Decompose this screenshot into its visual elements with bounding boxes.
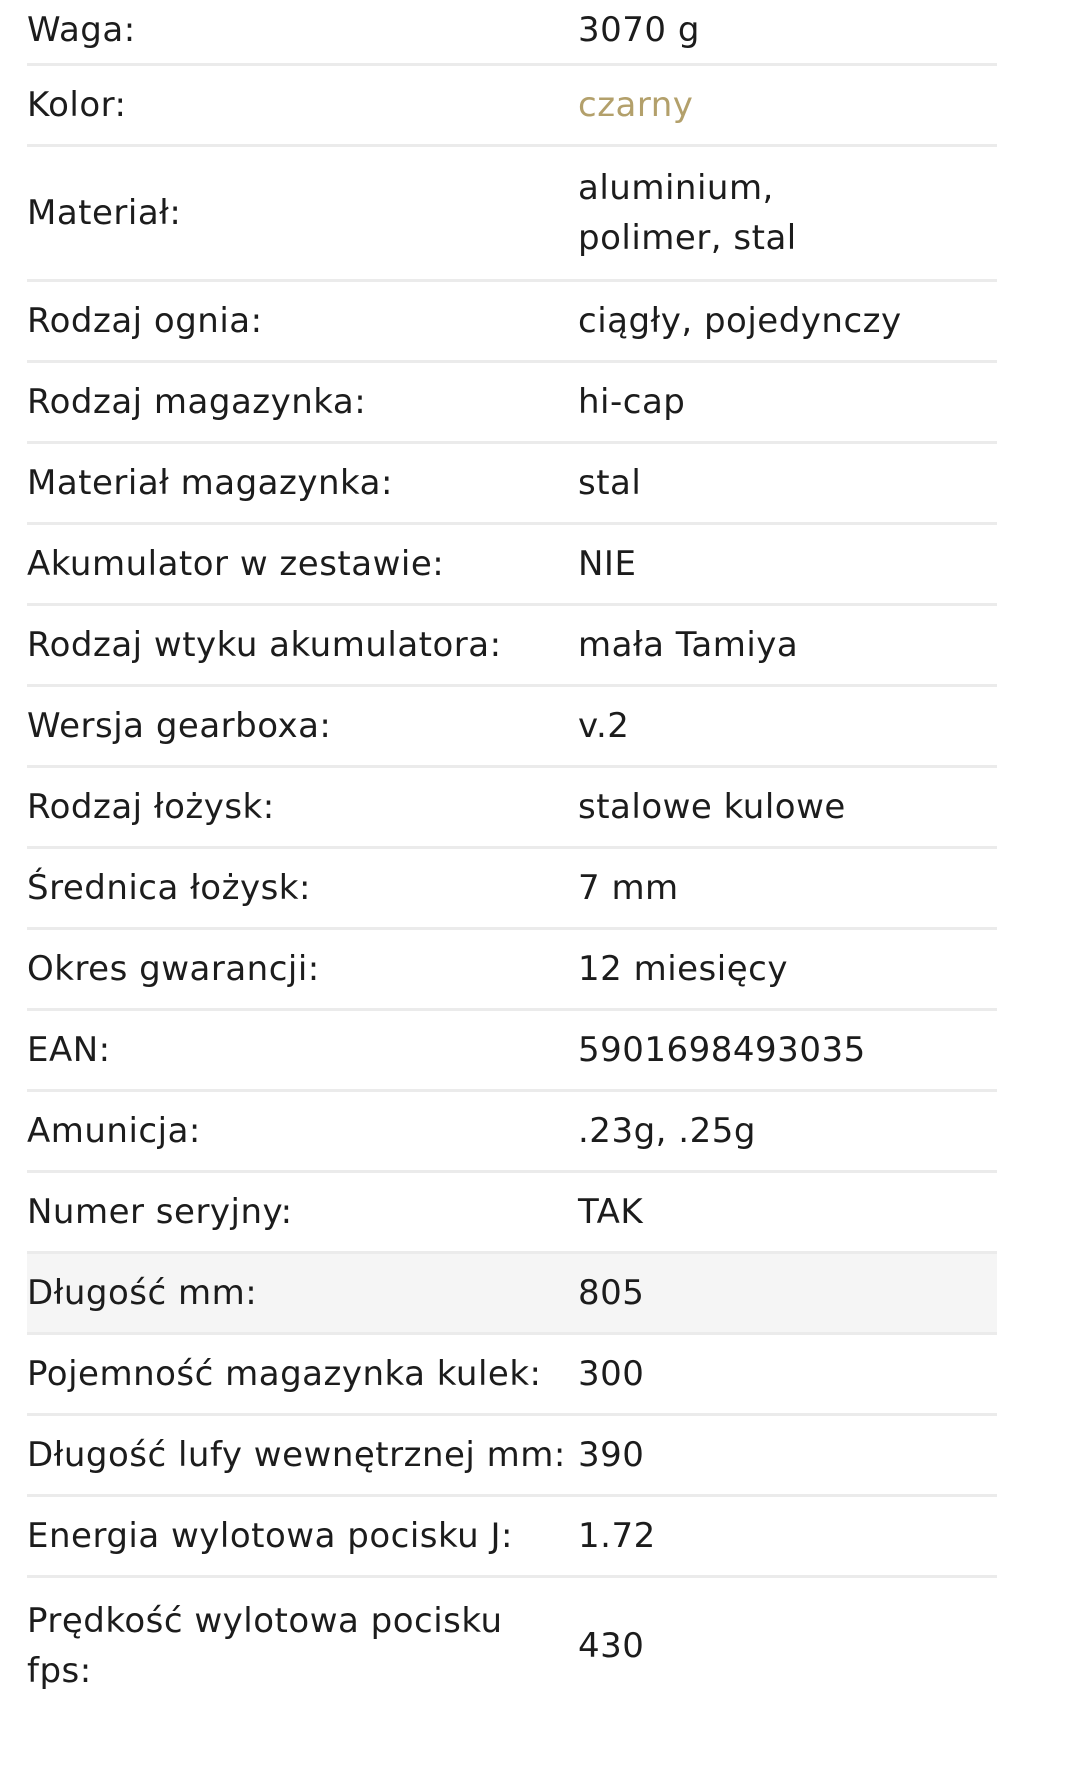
spec-label: Amunicja: [27, 1111, 201, 1151]
spec-row-wtyk [27, 606, 997, 687]
spec-label: Rodzaj magazynka: [27, 382, 367, 422]
spec-value: aluminium, polimer, stal [578, 168, 797, 258]
spec-value: stalowe kulowe [578, 787, 846, 827]
spec-value: 390 [578, 1435, 645, 1475]
spec-value: 430 [578, 1625, 645, 1666]
spec-label: Kolor: [27, 85, 127, 125]
spec-row-material [27, 147, 997, 282]
spec-value: 1.72 [578, 1516, 656, 1556]
spec-label: Numer seryjny: [27, 1192, 293, 1232]
spec-label: Energia wylotowa pocisku J: [27, 1516, 513, 1556]
spec-value: hi-cap [578, 382, 686, 422]
spec-row-srednica [27, 849, 997, 930]
spec-label: Materiał: [27, 193, 182, 233]
spec-row-predkosc [27, 1578, 997, 1713]
spec-row-rodzaj-ognia [27, 282, 997, 363]
spec-label: Rodzaj ognia: [27, 301, 263, 341]
spec-value: mała Tamiya [578, 625, 799, 665]
spec-row-lufa [27, 1416, 997, 1497]
spec-value: 5901698493035 [578, 1030, 866, 1070]
spec-label: Okres gwarancji: [27, 949, 320, 989]
spec-label: Waga: [27, 9, 136, 50]
spec-row-waga [27, 0, 997, 66]
spec-row-dlugosc [27, 1254, 997, 1335]
spec-value: TAK [578, 1192, 644, 1232]
spec-row-akumulator [27, 525, 997, 606]
spec-row-gwarancja [27, 930, 997, 1011]
spec-value: stal [578, 463, 642, 503]
spec-label: Rodzaj wtyku akumulatora: [27, 625, 502, 665]
spec-label: Pojemność magazynka kulek: [27, 1354, 542, 1394]
spec-label: Długość lufy wewnętrznej mm: [27, 1435, 566, 1475]
spec-value: ciągły, pojedynczy [578, 301, 902, 341]
spec-row-pojemnosc [27, 1335, 997, 1416]
spec-value: 7 mm [578, 868, 679, 908]
spec-row-lozyska [27, 768, 997, 849]
spec-value: 300 [578, 1354, 645, 1394]
spec-value: v.2 [578, 706, 630, 746]
spec-row-gearbox [27, 687, 997, 768]
spec-label: Prędkość wylotowa pocisku fps: [27, 1600, 503, 1691]
spec-label: Rodzaj łożysk: [27, 787, 275, 827]
color-link[interactable]: czarny [578, 85, 694, 125]
spec-row-rodzaj-magazynka [27, 363, 997, 444]
spec-value: NIE [578, 544, 637, 584]
spec-label: Akumulator w zestawie: [27, 544, 445, 584]
spec-row-energia [27, 1497, 997, 1578]
spec-label: Materiał magazynka: [27, 463, 393, 503]
spec-label: Długość mm: [27, 1273, 258, 1313]
spec-row-amunicja [27, 1092, 997, 1173]
spec-value: 3070 g [578, 9, 700, 50]
product-specs-table [27, 0, 997, 1713]
spec-value: 805 [578, 1273, 645, 1313]
spec-row-numer-seryjny [27, 1173, 997, 1254]
spec-row-ean [27, 1011, 997, 1092]
spec-label: Średnica łożysk: [27, 868, 311, 908]
spec-value: 12 miesięcy [578, 949, 788, 989]
spec-label: EAN: [27, 1030, 111, 1070]
spec-row-kolor [27, 66, 997, 147]
spec-row-material-magazynka [27, 444, 997, 525]
spec-label: Wersja gearboxa: [27, 706, 332, 746]
spec-value: .23g, .25g [578, 1111, 756, 1151]
